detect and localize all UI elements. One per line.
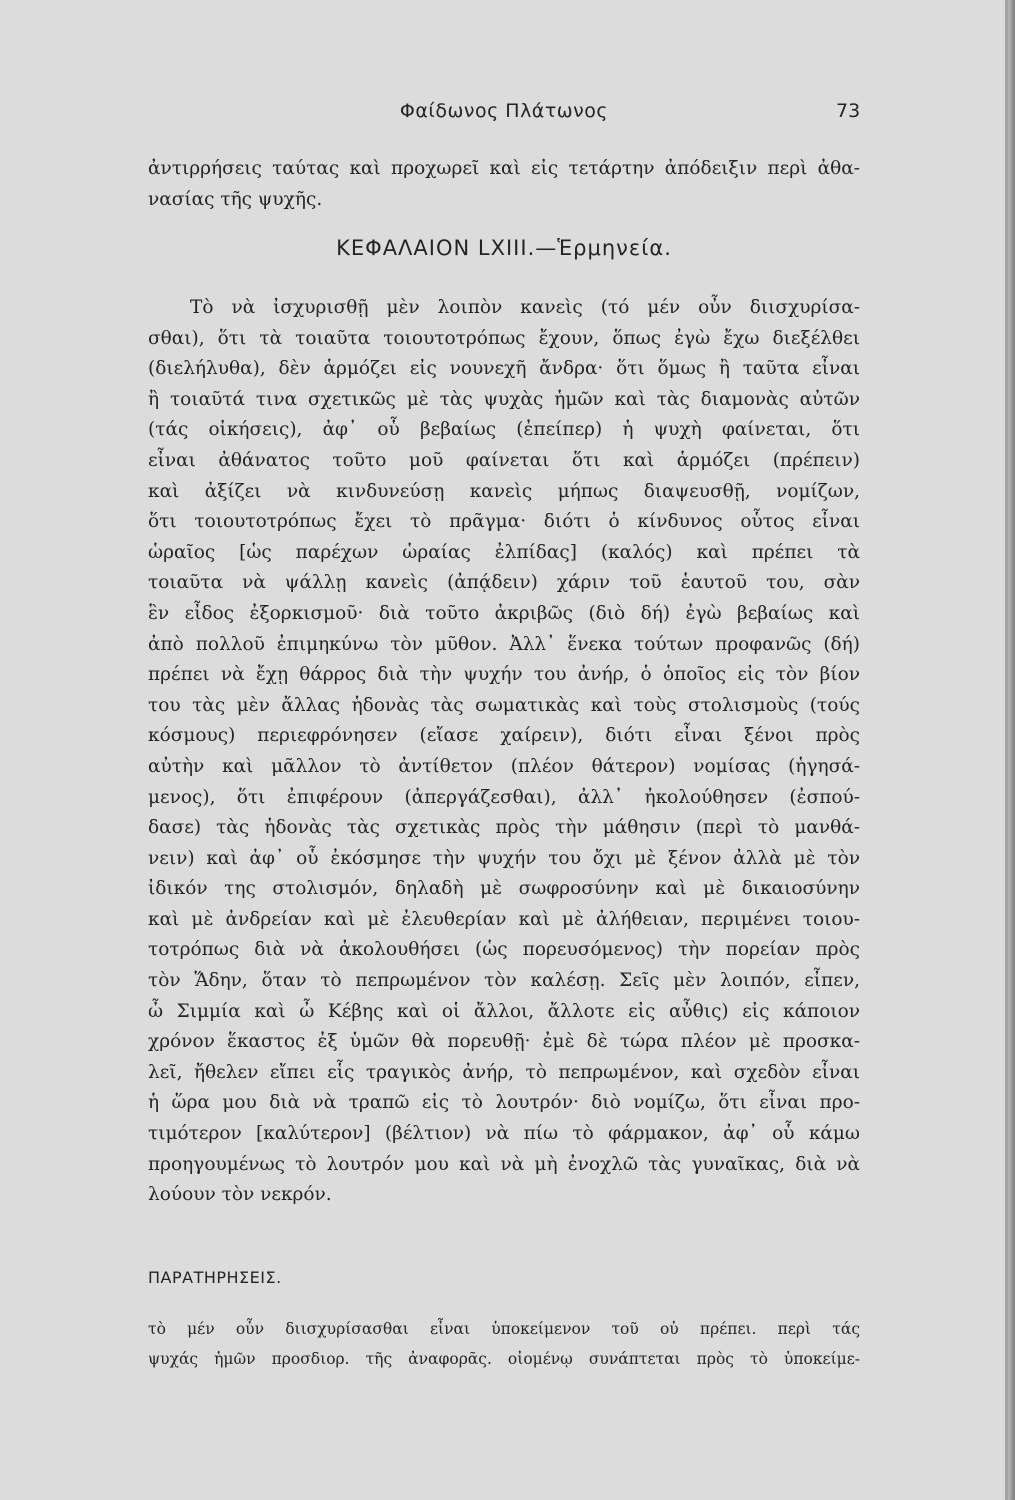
text-line: μενος), ὅτι ἐπιφέρουν (ἀπεργάζεσθαι), ἀλλ᾽ ἠκολούθησεν (ἐσπού- — [148, 786, 860, 808]
text-line: ἀπὸ πολλοῦ ἐπιμηκύνω τὸν μῦθον. Ἀλλ᾽ ἕνεκα τούτων προφανῶς (δή) — [148, 633, 860, 655]
text-line: τιμότερον [καλύτερον] (βέλτιον) νὰ πίω τὸ φάρμακον, ἀφ᾽ οὗ κάμω — [148, 1123, 860, 1145]
text-line: δασε) τὰς ἡδονὰς τὰς σχετικὰς πρὸς τὴν μάθησιν (περὶ τὸ μανθά- — [148, 817, 860, 839]
text-line: ὡραῖος [ὡς παρέχων ὡραίας ἐλπίδας] (καλός) καὶ πρέπει τὰ — [148, 541, 860, 563]
text-line: ὅτι τοιουτοτρόπως ἔχει τὸ πρᾶγμα· διότι ὁ κίνδυνος οὗτος εἶναι — [148, 511, 860, 533]
text-line: ὦ Σιμμία καὶ ὦ Κέβης καὶ οἱ ἄλλοι, ἄλλοτε εἰς αὖθις) εἰς κάποιον — [148, 1000, 860, 1022]
text-line: καὶ μὲ ἀνδρείαν καὶ μὲ ἐλευθερίαν καὶ μὲ ἀλήθειαν, περιμένει τοιου- — [148, 908, 860, 930]
running-title: Φαίδωνος Πλάτωνος — [399, 100, 609, 122]
text-line: λούουν τὸν νεκρόν. — [148, 1184, 332, 1206]
text-line: καὶ ἀξίζει νὰ κινδυνεύσῃ κανεὶς μήπως διαψευσθῇ, νομίζων, — [148, 480, 860, 502]
text-line: ἓν εἶδος ἐξορκισμοῦ· διὰ τοῦτο ἀκριβῶς (διὸ δή) ἐγὼ βεβαίως καὶ — [148, 602, 860, 624]
body-paragraph — [148, 293, 860, 1211]
text-line: σθαι), ὅτι τὰ τοιαῦτα τοιουτοτρόπως ἔχουν, ὅπως ἐγὼ ἔχω διεξέλθει — [148, 327, 860, 349]
text-line: ἀντιρρήσεις ταύτας καὶ προχωρεῖ καὶ εἰς τετάρτην ἀπόδειξιν περὶ ἀθα- — [148, 158, 860, 179]
text-line: τοιαῦτα νὰ ψάλλῃ κανεὶς (ἀπᾴδειν) χάριν τοῦ ἑαυτοῦ του, σὰν — [148, 572, 860, 594]
text-line: νειν) καὶ ἀφ᾽ οὗ ἐκόσμησε τὴν ψυχήν του ὄχι μὲ ξένον ἀλλὰ μὲ τὸν — [148, 847, 860, 869]
text-line: του τὰς μὲν ἄλλας ἡδονὰς τὰς σωματικὰς καὶ τοὺς στολισμοὺς (τούς — [148, 694, 860, 716]
text-line: ἡ ὥρα μου διὰ νὰ τραπῶ εἰς τὸ λουτρόν· διὸ νομίζω, ὅτι εἶναι προ- — [148, 1092, 860, 1114]
text-line: ἰδικόν της στολισμόν, δηλαδὴ μὲ σωφροσύνην καὶ μὲ δικαιοσύνην — [148, 878, 860, 900]
text-line: Τὸ νὰ ἰσχυρισθῇ μὲν λοιπὸν κανεὶς (τό μέν οὖν διισχυρίσα- — [190, 297, 860, 318]
text-line: εἶναι ἀθάνατος τοῦτο μοῦ φαίνεται ὅτι καὶ ἁρμόζει (πρέπειν) — [148, 449, 860, 471]
page-number: 73 — [836, 100, 861, 122]
text-line: προηγουμένως τὸ λουτρόν μου καὶ νὰ μὴ ἐνοχλῶ τὰς γυναῖκας, διὰ νὰ — [148, 1153, 860, 1175]
note-line: τὸ μέν οὖν διισχυρίσασθαι εἶναι ὑποκείμενον τοῦ οὐ πρέπει. περὶ τάς — [148, 1320, 860, 1338]
text-line: νασίας τῆς ψυχῆς. — [148, 188, 323, 210]
text-line: ἢ τοιαῦτά τινα σχετικῶς μὲ τὰς ψυχὰς ἡμῶν καὶ τὰς διαμονὰς αὐτῶν — [148, 388, 860, 410]
note-line: ψυχάς ἡμῶν προσδιορ. τῆς ἀναφορᾶς. οἰομένῳ συνάπτεται πρὸς τὸ ὑποκείμε- — [148, 1350, 860, 1368]
text-line: κόσμους) περιεφρόνησεν (εἴασε χαίρειν), διότι εἶναι ξένοι πρὸς — [148, 725, 860, 747]
text-line: πρέπει νὰ ἔχῃ θάρρος διὰ τὴν ψυχήν του ἀνήρ, ὁ ὁποῖος εἰς τὸν βίον — [148, 664, 860, 686]
chapter-heading: ΚΕΦΑΛΑΙΟΝ LXIII.—Ἑρμηνεία. — [336, 236, 672, 260]
notes-paragraph — [148, 1314, 860, 1374]
text-line: τοτρόπως διὰ νὰ ἀκολουθήσει (ὡς πορευσόμενος) τὴν πορείαν πρὸς — [148, 939, 860, 961]
intro-paragraph — [148, 154, 860, 215]
text-line: (τάς οἰκήσεις), ἀφ᾽ οὗ βεβαίως (ἐπείπερ) ἡ ψυχὴ φαίνεται, ὅτι — [148, 419, 860, 441]
text-line: αὐτὴν καὶ μᾶλλον τὸ ἀντίθετον (πλέον θάτερον) νομίσας (ἡγησά- — [148, 755, 860, 777]
notes-heading: ΠΑΡΑΤΗΡΗΣΕΙΣ. — [148, 1268, 282, 1287]
text-line: λεῖ, ἤθελεν εἴπει εἷς τραγικὸς ἀνήρ, τὸ πεπρωμένον, καὶ σχεδὸν εἶναι — [148, 1061, 860, 1083]
text-line: χρόνον ἕκαστος ἐξ ὑμῶν θὰ πορευθῇ· ἐμὲ δὲ τώρα πλέον μὲ προσκα- — [148, 1031, 860, 1053]
page-edge-shadow — [1008, 0, 1015, 1500]
text-line: (διελήλυθα), δὲν ἁρμόζει εἰς νουνεχῆ ἄνδρα· ὅτι ὅμως ἢ ταῦτα εἶναι — [148, 358, 860, 380]
text-line: τὸν Ἅδην, ὅταν τὸ πεπρωμένον τὸν καλέσῃ. Σεῖς μὲν λοιπόν, εἶπεν, — [148, 970, 860, 992]
